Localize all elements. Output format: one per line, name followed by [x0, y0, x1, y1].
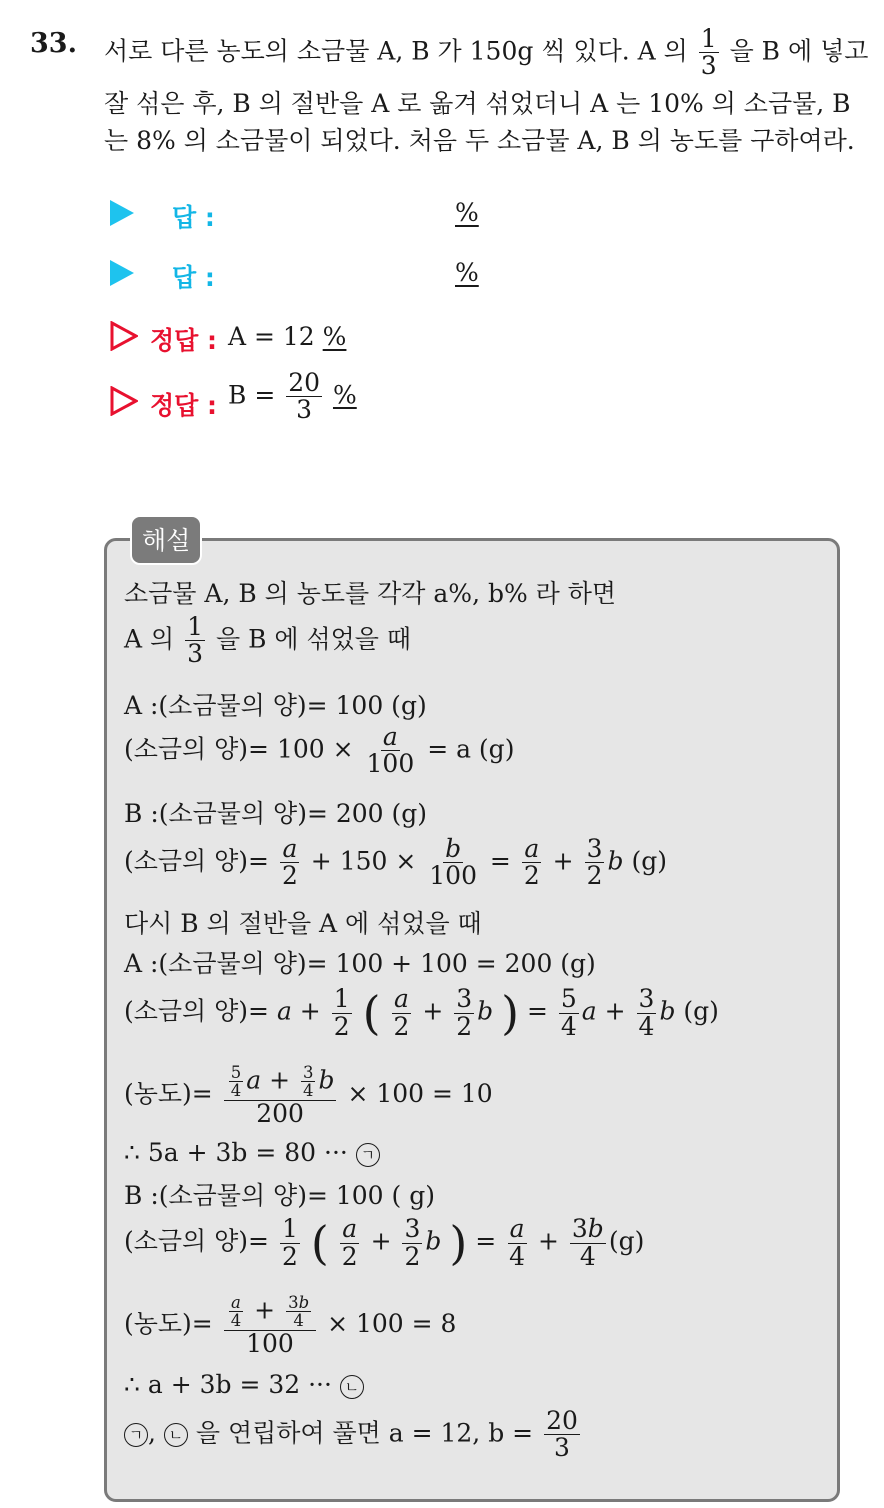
question-number: 33.: [30, 28, 77, 59]
question-text: 을 B 에 넣고: [729, 36, 869, 66]
solution-line: B :(소금물의 양)= 100 ( g): [124, 1181, 435, 1210]
solution-line: A :(소금물의 양)= 100 + 100 = 200 (g): [124, 949, 596, 978]
circled-nieun-icon: ㄴ: [164, 1423, 188, 1447]
key-answer-label: 정답 :: [150, 326, 218, 355]
outline-triangle-icon: [110, 321, 138, 357]
key-answer-label: 정답 :: [150, 391, 218, 420]
solution-line: (농도)= $\frac{5}{4}$ a + $\frac{3}{4}$ b 200 × 100 = 10: [124, 1063, 493, 1128]
answer-blank-unit[interactable]: %: [455, 198, 479, 227]
solution-line: (소금의 양)= a + $\frac{1}{2}$ ( $\frac{a}{2}$ + $\frac{3}{2}$ b ) = $\frac{5}{4}$ a + $\frac{3}{4}$ b (g): [124, 984, 719, 1041]
question-text: 서로 다른 농도의 소금물 A, B 가 150g 씩 있다. A 의: [104, 36, 688, 66]
solution-line: (소금의 양)= $\frac{a}{2}$ + 150 × $\frac{b}{100}$ = $\frac{a}{2}$ + $\frac{3}{2}$ b (g): [124, 834, 667, 891]
outline-triangle-icon: [110, 386, 138, 422]
answer-row-1: [110, 200, 134, 232]
solution-line: (소금의 양)= 100 × $\frac{a}{100}$ = a (g): [124, 722, 515, 779]
solution-line: 소금물 A, B 의 농도를 각각 a%, b% 라 하면: [124, 579, 617, 608]
play-triangle-icon: [110, 260, 134, 286]
circled-giyeok-icon: ㄱ: [356, 1143, 380, 1167]
answer-label: 답 :: [172, 263, 215, 292]
question-line-1: [104, 26, 868, 80]
circled-nieun-icon: ㄴ: [340, 1375, 364, 1399]
answer-label: 답 :: [172, 203, 215, 232]
solution-line: ㄱ , ㄴ 을 연립하여 풀면 a = 12, b = $\frac{20}{3}$: [124, 1408, 583, 1462]
solution-line: (농도)= $\frac{a}{4}$ + $\frac{3b}{4}$ 100 × 100 = 8: [124, 1293, 457, 1358]
solution-line: ∴ a + 3b = 32 ··· ㄴ: [124, 1370, 364, 1399]
solution-line: 다시 B 의 절반을 A 에 섞었을 때: [124, 909, 482, 938]
question-line-3: 는 8% 의 소금물이 되었다. 처음 두 소금물 A, B 의 농도를 구하여라.: [104, 126, 855, 155]
key-answer-b: B = $\frac{20}{3}$ %: [228, 368, 357, 425]
solution-line: (소금의 양)= $\frac{1}{2}$ ( $\frac{a}{2}$ + $\frac{3}{2}$ b ) = $\frac{a}{4}$ + $\frac{3b}{4}$ (g): [124, 1214, 645, 1271]
circled-giyeok-icon: ㄱ: [124, 1423, 148, 1447]
answer-row-2: [110, 260, 134, 292]
solution-tag: 해설: [130, 515, 202, 565]
solution-line: A :(소금물의 양)= 100 (g): [124, 691, 427, 720]
fraction-one-third: $\frac{1}{3}$: [700, 24, 717, 81]
answer-blank-unit[interactable]: %: [455, 258, 479, 287]
key-answer-a: A = 12 %: [228, 322, 347, 351]
question-line-2: 잘 섞은 후, B 의 절반을 A 로 옮겨 섞었더니 A 는 10% 의 소금물, B: [104, 89, 851, 118]
solution-line: B :(소금물의 양)= 200 (g): [124, 799, 428, 828]
play-triangle-icon: [110, 200, 134, 226]
solution-line: ∴ 5a + 3b = 80 ··· ㄱ: [124, 1138, 380, 1167]
solution-line: A 의 $\frac{1}{3}$ 을 B 에 섞었을 때: [124, 612, 412, 669]
